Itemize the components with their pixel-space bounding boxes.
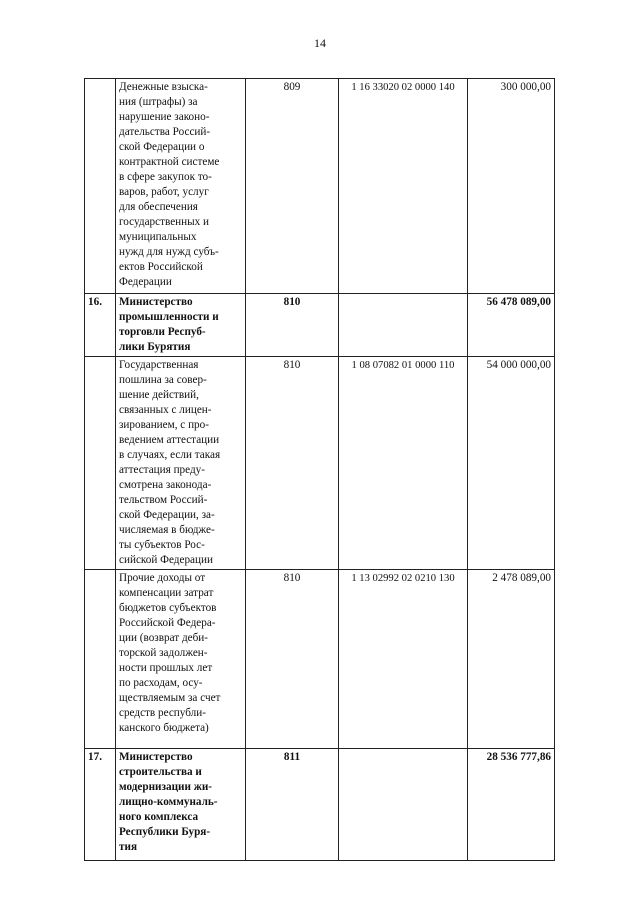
amount: 54 000 000,00 — [468, 357, 555, 570]
page-number: 14 — [314, 36, 326, 50]
revenue-item-row — [85, 570, 555, 749]
revenue-name-line: средств республи- — [119, 707, 206, 719]
revenue-name-line: ния (штрафы) за — [119, 96, 198, 108]
revenue-item-row — [85, 357, 555, 570]
row-number: 17. — [85, 749, 116, 861]
revenue-name-line: для обеспечения — [119, 201, 198, 213]
revenue-name — [116, 570, 246, 749]
revenue-name-line: ты субъектов Рос- — [119, 539, 205, 551]
revenue-name-line: в случаях, если такая — [119, 449, 221, 461]
revenue-name — [116, 749, 246, 861]
revenue-item-row — [85, 79, 555, 294]
amount: 300 000,00 — [468, 79, 555, 294]
administrator-code: 809 — [246, 79, 339, 294]
revenue-name-line: тия — [119, 841, 137, 853]
row-number — [85, 570, 116, 749]
income-classification-code: 1 08 07082 01 0000 110 — [339, 357, 468, 570]
revenue-name-line: Министерство — [119, 296, 193, 308]
revenue-table — [84, 78, 555, 861]
revenue-name-line: смотрена законода- — [119, 479, 212, 491]
revenue-name-line: зированием, с про- — [119, 419, 209, 431]
revenue-name-line: варов, работ, услуг — [119, 186, 209, 198]
administrator-code: 810 — [246, 357, 339, 570]
revenue-name-line: числяемая в бюдже- — [119, 524, 215, 536]
revenue-name-line: компенсации затрат — [119, 587, 214, 599]
revenue-name-line: Государственная — [119, 359, 199, 371]
revenue-name-line: контрактной системе — [119, 156, 220, 168]
revenue-name-line: ного комплекса — [119, 811, 199, 823]
revenue-name-line: нужд для нужд субъ- — [119, 246, 219, 258]
revenue-name-line: Денежные взыска- — [119, 81, 208, 93]
revenue-name-line: шение действий, — [119, 389, 199, 401]
revenue-name-line: аттестация преду- — [119, 464, 205, 476]
revenue-name-line: промышленности и — [119, 311, 219, 323]
revenue-name-line: государственных и — [119, 216, 210, 228]
revenue-name — [116, 79, 246, 294]
administrator-code: 810 — [246, 294, 339, 357]
amount: 28 536 777,86 — [468, 749, 555, 861]
revenue-name-line: ской Федерации, за- — [119, 509, 215, 521]
revenue-name-line: ской Федерации о — [119, 141, 205, 153]
income-classification-code: 1 16 33020 02 0000 140 — [339, 79, 468, 294]
revenue-name-line: канского бюджета) — [119, 722, 209, 734]
revenue-name-line: ции (возврат деби- — [119, 632, 209, 644]
revenue-name-line: ектов Российской — [119, 261, 203, 273]
ministry-row — [85, 294, 555, 357]
income-classification-code: 1 13 02992 02 0210 130 — [339, 570, 468, 749]
income-classification-code — [339, 294, 468, 357]
revenue-name-line: пошлина за совер- — [119, 374, 207, 386]
income-classification-code — [339, 749, 468, 861]
revenue-name-line: сийской Федерации — [119, 554, 213, 566]
revenue-name-line: Министерство — [119, 751, 193, 763]
amount: 56 478 089,00 — [468, 294, 555, 357]
revenue-name-line: бюджетов субъектов — [119, 602, 217, 614]
revenue-name-line: торской задолжен- — [119, 647, 208, 659]
revenue-name-line: ведением аттестации — [119, 434, 220, 446]
revenue-name-line: лики Бурятия — [119, 341, 191, 353]
revenue-table-body — [85, 79, 555, 861]
revenue-name-line: Прочие доходы от — [119, 572, 206, 584]
row-number: 16. — [85, 294, 116, 357]
amount: 2 478 089,00 — [468, 570, 555, 749]
revenue-name-line: торговли Респуб- — [119, 326, 206, 338]
revenue-name-line: ществляемым за счет — [119, 692, 221, 704]
administrator-code: 810 — [246, 570, 339, 749]
revenue-name-line: тельством Россий- — [119, 494, 208, 506]
revenue-name-line: связанных с лицен- — [119, 404, 212, 416]
revenue-name-line: строительства и — [119, 766, 202, 778]
revenue-name-line: лищно-коммуналь- — [119, 796, 218, 808]
row-number — [85, 357, 116, 570]
ministry-row — [85, 749, 555, 861]
revenue-name-line: Федерации — [119, 276, 172, 288]
revenue-name-line: Республики Буря- — [119, 826, 211, 838]
revenue-name-line: в сфере закупок то- — [119, 171, 212, 183]
revenue-name — [116, 294, 246, 357]
revenue-name — [116, 357, 246, 570]
revenue-name-line: дательства Россий- — [119, 126, 211, 138]
revenue-name-line: нарушение законо- — [119, 111, 210, 123]
revenue-name-line: Российской Федера- — [119, 617, 216, 629]
row-number — [85, 79, 116, 294]
administrator-code: 811 — [246, 749, 339, 861]
revenue-name-line: муниципальных — [119, 231, 197, 243]
revenue-name-line: по расходам, осу- — [119, 677, 203, 689]
revenue-name-line: модернизации жи- — [119, 781, 212, 793]
revenue-name-line: ности прошлых лет — [119, 662, 213, 674]
